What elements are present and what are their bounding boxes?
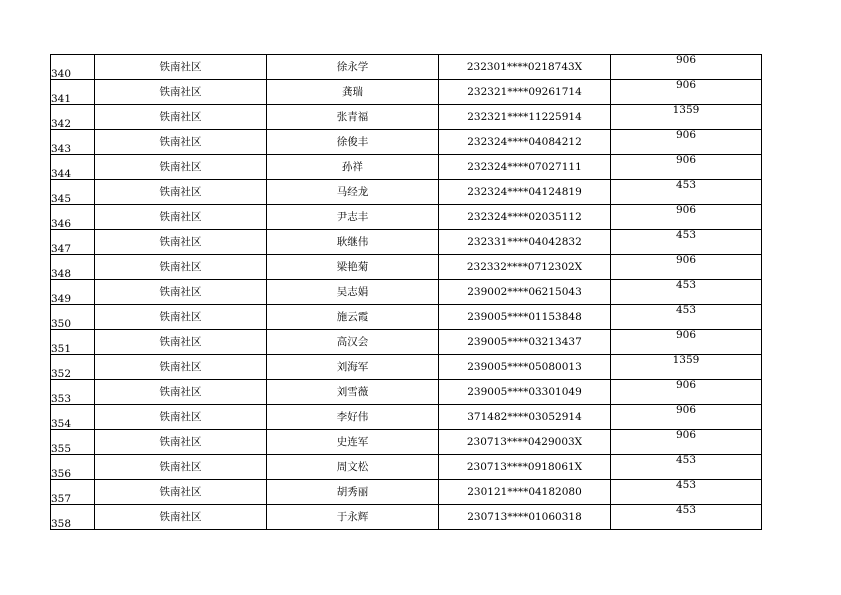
community-cell: 铁南社区 <box>95 55 267 80</box>
name-cell: 施云霞 <box>267 305 439 330</box>
community-cell: 铁南社区 <box>95 180 267 205</box>
community-cell: 铁南社区 <box>95 455 267 480</box>
row-index: 353 <box>51 380 95 405</box>
name-cell: 徐永学 <box>267 55 439 80</box>
community-cell: 铁南社区 <box>95 230 267 255</box>
table-row <box>51 480 762 505</box>
row-index: 344 <box>51 155 95 180</box>
amount-cell: 906 <box>611 405 762 430</box>
table-row <box>51 255 762 280</box>
amount-cell: 906 <box>611 255 762 280</box>
table-row <box>51 405 762 430</box>
amount-cell: 453 <box>611 230 762 255</box>
amount-cell: 906 <box>611 80 762 105</box>
table-row <box>51 280 762 305</box>
community-cell: 铁南社区 <box>95 255 267 280</box>
amount-cell: 1359 <box>611 355 762 380</box>
id-number-cell: 232321****09261714 <box>439 80 611 105</box>
row-index: 356 <box>51 455 95 480</box>
table-row <box>51 330 762 355</box>
row-index: 352 <box>51 355 95 380</box>
row-index: 355 <box>51 430 95 455</box>
id-number-cell: 232324****07027111 <box>439 155 611 180</box>
row-index: 347 <box>51 230 95 255</box>
community-cell: 铁南社区 <box>95 280 267 305</box>
name-cell: 徐俊丰 <box>267 130 439 155</box>
row-index: 354 <box>51 405 95 430</box>
id-number-cell: 230713****0918061X <box>439 455 611 480</box>
id-number-cell: 239005****01153848 <box>439 305 611 330</box>
id-number-cell: 232321****11225914 <box>439 105 611 130</box>
table-row <box>51 130 762 155</box>
name-cell: 张青福 <box>267 105 439 130</box>
id-number-cell: 232332****0712302X <box>439 255 611 280</box>
amount-cell: 906 <box>611 205 762 230</box>
name-cell: 马经龙 <box>267 180 439 205</box>
id-number-cell: 232301****0218743X <box>439 55 611 80</box>
id-number-cell: 232324****04124819 <box>439 180 611 205</box>
table-row <box>51 80 762 105</box>
table-row <box>51 355 762 380</box>
id-number-cell: 371482****03052914 <box>439 405 611 430</box>
community-cell: 铁南社区 <box>95 355 267 380</box>
id-number-cell: 239005****03213437 <box>439 330 611 355</box>
amount-cell: 906 <box>611 430 762 455</box>
row-index: 341 <box>51 80 95 105</box>
name-cell: 梁艳菊 <box>267 255 439 280</box>
table-row <box>51 55 762 80</box>
table-row <box>51 205 762 230</box>
name-cell: 耿继伟 <box>267 230 439 255</box>
name-cell: 孙祥 <box>267 155 439 180</box>
table-row <box>51 455 762 480</box>
roster-table <box>50 54 762 530</box>
row-index: 345 <box>51 180 95 205</box>
id-number-cell: 239002****06215043 <box>439 280 611 305</box>
table-row <box>51 230 762 255</box>
name-cell: 李好伟 <box>267 405 439 430</box>
name-cell: 胡秀丽 <box>267 480 439 505</box>
name-cell: 于永辉 <box>267 505 439 530</box>
name-cell: 刘雪薇 <box>267 380 439 405</box>
row-index: 358 <box>51 505 95 530</box>
amount-cell: 453 <box>611 305 762 330</box>
amount-cell: 453 <box>611 280 762 305</box>
id-number-cell: 232324****04084212 <box>439 130 611 155</box>
id-number-cell: 239005****03301049 <box>439 380 611 405</box>
community-cell: 铁南社区 <box>95 380 267 405</box>
table-row <box>51 380 762 405</box>
community-cell: 铁南社区 <box>95 405 267 430</box>
row-index: 348 <box>51 255 95 280</box>
amount-cell: 1359 <box>611 105 762 130</box>
id-number-cell: 230713****01060318 <box>439 505 611 530</box>
table-row <box>51 505 762 530</box>
row-index: 343 <box>51 130 95 155</box>
name-cell: 周文松 <box>267 455 439 480</box>
name-cell: 刘海军 <box>267 355 439 380</box>
table-row <box>51 430 762 455</box>
row-index: 357 <box>51 480 95 505</box>
id-number-cell: 239005****05080013 <box>439 355 611 380</box>
amount-cell: 906 <box>611 380 762 405</box>
community-cell: 铁南社区 <box>95 330 267 355</box>
amount-cell: 453 <box>611 505 762 530</box>
amount-cell: 453 <box>611 455 762 480</box>
row-index: 342 <box>51 105 95 130</box>
amount-cell: 906 <box>611 155 762 180</box>
row-index: 346 <box>51 205 95 230</box>
table-row <box>51 180 762 205</box>
table-row <box>51 305 762 330</box>
community-cell: 铁南社区 <box>95 205 267 230</box>
table-row <box>51 105 762 130</box>
row-index: 350 <box>51 305 95 330</box>
community-cell: 铁南社区 <box>95 80 267 105</box>
community-cell: 铁南社区 <box>95 130 267 155</box>
name-cell: 吴志娟 <box>267 280 439 305</box>
community-cell: 铁南社区 <box>95 155 267 180</box>
id-number-cell: 232331****04042832 <box>439 230 611 255</box>
name-cell: 史连军 <box>267 430 439 455</box>
id-number-cell: 230713****0429003X <box>439 430 611 455</box>
table-row <box>51 155 762 180</box>
row-index: 351 <box>51 330 95 355</box>
name-cell: 高汉会 <box>267 330 439 355</box>
amount-cell: 453 <box>611 480 762 505</box>
amount-cell: 906 <box>611 330 762 355</box>
community-cell: 铁南社区 <box>95 505 267 530</box>
id-number-cell: 232324****02035112 <box>439 205 611 230</box>
row-index: 340 <box>51 55 95 80</box>
community-cell: 铁南社区 <box>95 480 267 505</box>
amount-cell: 906 <box>611 130 762 155</box>
community-cell: 铁南社区 <box>95 305 267 330</box>
amount-cell: 906 <box>611 55 762 80</box>
row-index: 349 <box>51 280 95 305</box>
amount-cell: 453 <box>611 180 762 205</box>
community-cell: 铁南社区 <box>95 105 267 130</box>
community-cell: 铁南社区 <box>95 430 267 455</box>
name-cell: 尹志丰 <box>267 205 439 230</box>
id-number-cell: 230121****04182080 <box>439 480 611 505</box>
name-cell: 龚瑞 <box>267 80 439 105</box>
roster-body <box>51 55 762 530</box>
